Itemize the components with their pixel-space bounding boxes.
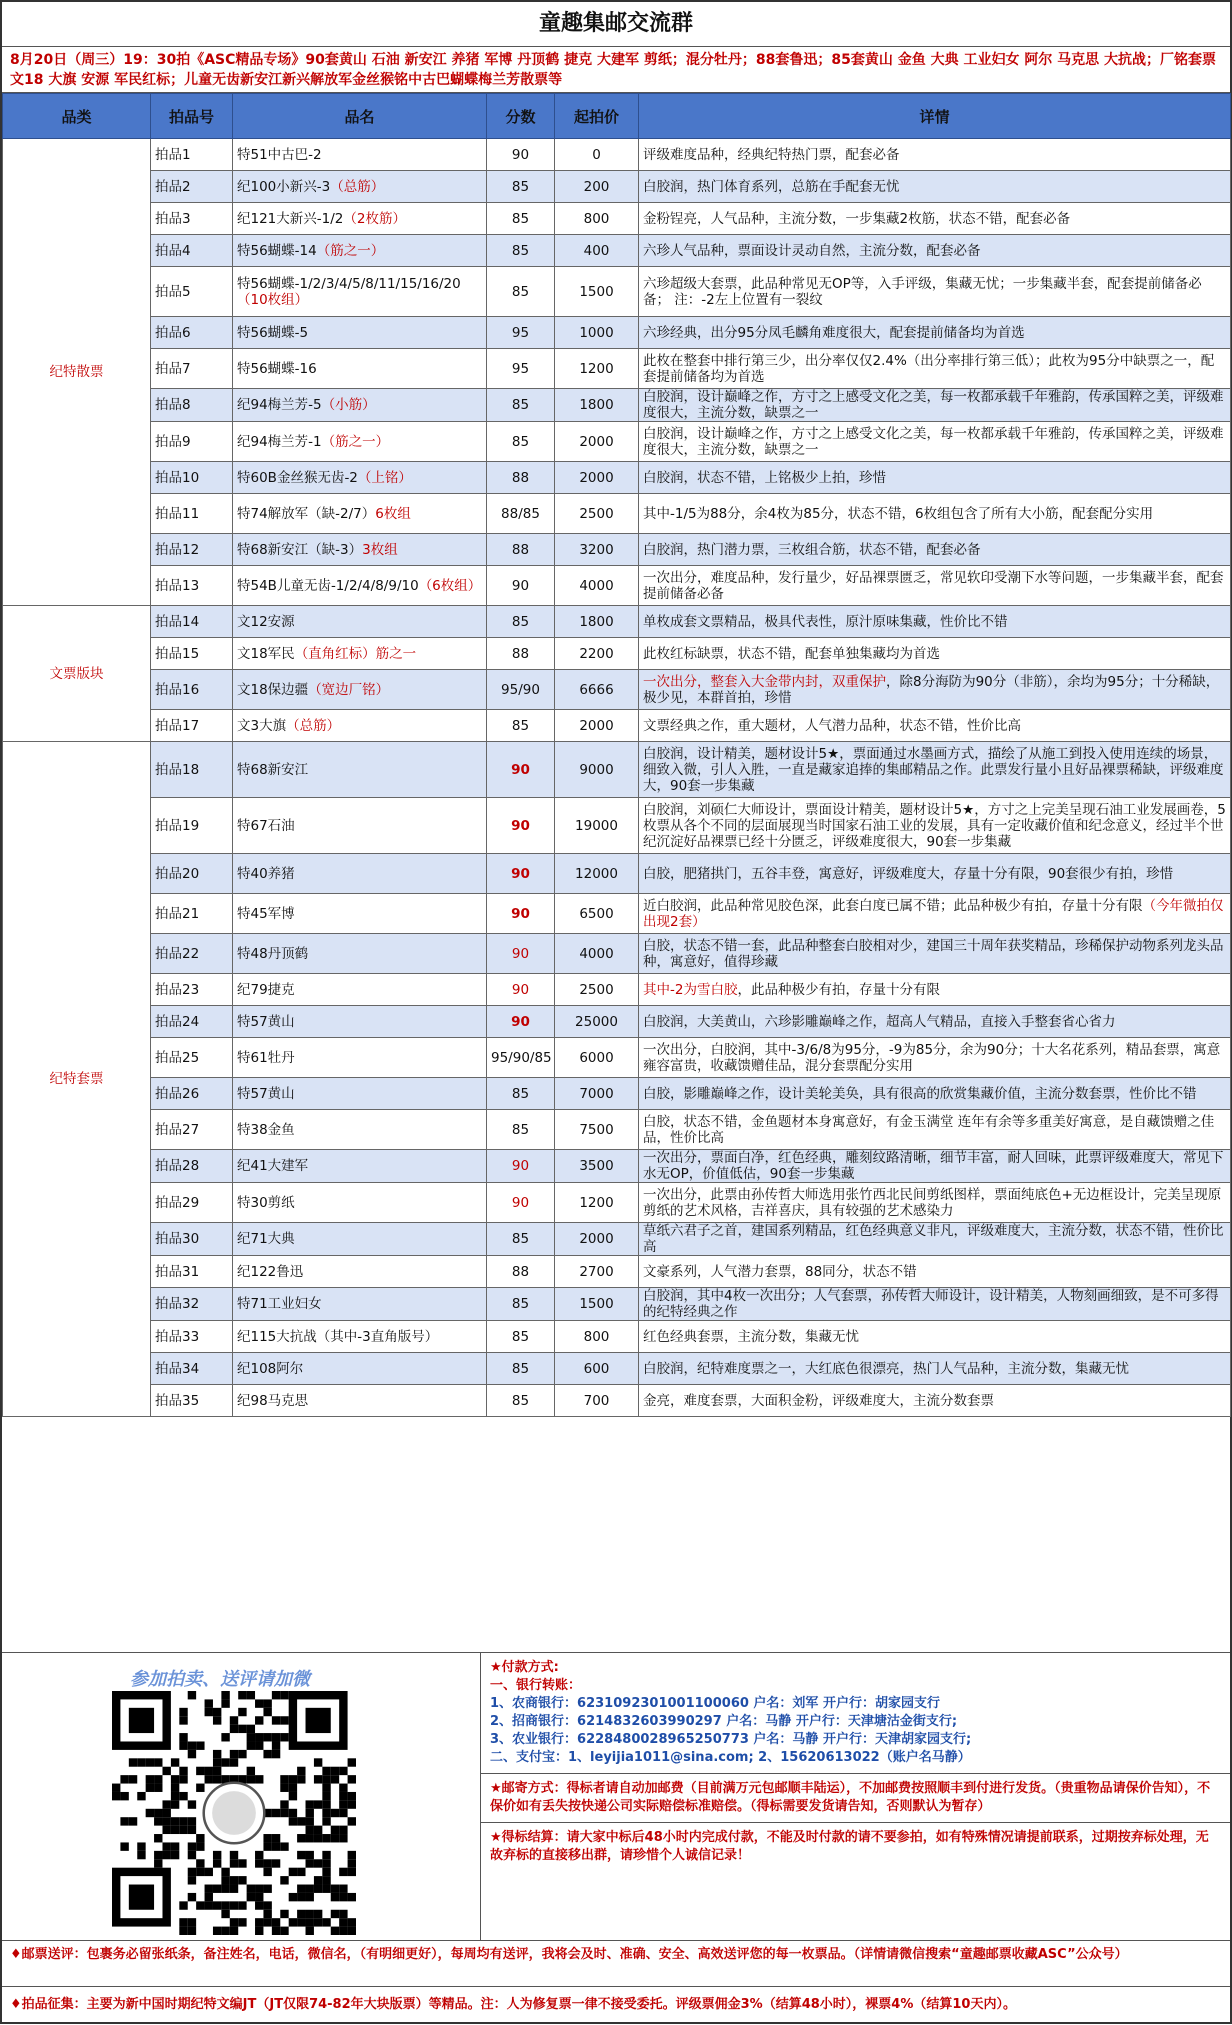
lot-detail: 白胶润，热门潜力票，三枚组合筋，状态不错，配套必备 <box>639 534 1231 566</box>
lot-detail: 其中-1/5为88分，余4枚为85分，状态不错，6枚组包含了所有大小筋，配套配分实用 <box>639 494 1231 534</box>
lot-number: 拍品9 <box>151 422 233 462</box>
lot-detail: 白胶润，状态不错，上铭极少上拍，珍惜 <box>639 462 1231 494</box>
lot-score: 88 <box>487 1256 555 1288</box>
table-row <box>3 974 1231 1006</box>
table-row <box>3 349 1231 389</box>
lot-detail: 金粉锃亮，人气品种，主流分数，一步集藏2枚筋，状态不错，配套必备 <box>639 203 1231 235</box>
lot-number: 拍品2 <box>151 171 233 203</box>
lot-name: 特45军博 <box>233 894 487 934</box>
lot-name-note: （筋之一） <box>321 433 390 450</box>
table-row <box>3 494 1231 534</box>
lot-detail: 一次出分，此票由孙传哲大师选用张竹西北民间剪纸图样，票面纯底色+无边框设计，完美呈现原剪纸的艺术风格，吉祥喜庆，具有较强的艺术感染力 <box>639 1183 1231 1223</box>
lot-detail: 白胶，肥猪拱门，五谷丰登，寓意好，评级难度大，存量十分有限，90套很少有拍，珍惜 <box>639 854 1231 894</box>
table-row <box>3 1150 1231 1183</box>
table-row <box>3 566 1231 606</box>
lot-name: 特57黄山 <box>233 1078 487 1110</box>
lot-number: 拍品5 <box>151 267 233 317</box>
table-row <box>3 139 1231 171</box>
lot-number: 拍品17 <box>151 710 233 742</box>
lot-score: 90 <box>487 742 555 798</box>
lot-start-price: 7500 <box>555 1110 639 1150</box>
lot-start-price: 200 <box>555 171 639 203</box>
lot-number: 拍品30 <box>151 1223 233 1256</box>
lot-detail: 白胶润，其中4枚一次出分；人气套票，孙传哲大师设计，设计精美，人物刻画细致，是不可多得的纪特经典之作 <box>639 1288 1231 1321</box>
lot-score: 85 <box>487 1353 555 1385</box>
wechat-qr-code[interactable] <box>112 1691 356 1935</box>
lot-name: 特68新安江 <box>233 742 487 798</box>
lot-number: 拍品8 <box>151 389 233 422</box>
bank-account-2: 2、招商银行：6214832603990297 户名：马静 开户行：天津塘沽金街支行; <box>490 1714 958 1729</box>
lot-number: 拍品24 <box>151 1006 233 1038</box>
table-row <box>3 854 1231 894</box>
mail-terms: ★邮寄方式：得标者请自动加邮费（目前满万元包邮顺丰陆运），不加邮费按照顺丰到付进行发货。（贵重物品请保价告知），不保价如有丢失按快递公司实际赔偿标准赔偿。（得标需要发货请告知，否则默认为暂存） <box>490 1781 1211 1814</box>
lot-score: 85 <box>487 710 555 742</box>
lot-score: 85 <box>487 606 555 638</box>
lot-name: 特57黄山 <box>233 1006 487 1038</box>
lot-detail: 六珍人气品种，票面设计灵动自然，主流分数，配套必备 <box>639 235 1231 267</box>
lot-start-price: 6000 <box>555 1038 639 1078</box>
lot-number: 拍品16 <box>151 670 233 710</box>
lot-name-note: （筋之一） <box>316 242 385 259</box>
lot-name-note: （2枚筋） <box>343 210 406 227</box>
lot-name-note: （6枚组） <box>418 577 482 594</box>
consignment-note: ♦拍品征集：主要为新中国时期纪特文编JT（JT仅限74-82年大块版票）等精品。注：人为修复票一律不接受委托。评级票佣金3%（结算48小时），裸票4%（结算10天内）。 <box>10 1997 1016 2012</box>
lot-number: 拍品25 <box>151 1038 233 1078</box>
table-header-row <box>3 94 1231 139</box>
lot-start-price: 1200 <box>555 349 639 389</box>
lot-detail: 红色经典套票，主流分数，集藏无忧 <box>639 1321 1231 1353</box>
lot-name: 特71工业妇女 <box>233 1288 487 1321</box>
qr-panel <box>2 1653 481 1941</box>
table-row <box>3 606 1231 638</box>
bank-account-3: 3、农业银行：6228480028965250773 户名：马静 开户行：天津胡家园支行; <box>490 1732 972 1747</box>
lot-number: 拍品34 <box>151 1353 233 1385</box>
lot-start-price: 3200 <box>555 534 639 566</box>
divider <box>480 1773 1230 1774</box>
table-row <box>3 171 1231 203</box>
lot-score: 88 <box>487 638 555 670</box>
lots-table <box>2 93 1231 1417</box>
lot-detail: 白胶润，大美黄山，六珍影雕巅峰之作，超高人气精品，直接入手整套省心省力 <box>639 1006 1231 1038</box>
table-row <box>3 670 1231 710</box>
lot-score: 85 <box>487 389 555 422</box>
lot-detail: 一次出分，整套入大金带内封，双重保护，除8分海防为90分（非筋），余均为95分；十分稀缺，极少见，本群首拍，珍惜 <box>639 670 1231 710</box>
category-cell: 文票版块 <box>3 606 151 742</box>
lot-score: 90 <box>487 854 555 894</box>
lot-detail: 一次出分，白胶润，其中-3/6/8为95分，-9为85分，余为90分；十大名花系列，精品套票，寓意雍容富贵，收藏馈赠佳品，混分套票配分实用 <box>639 1038 1231 1078</box>
table-row <box>3 422 1231 462</box>
lot-score: 85 <box>487 1321 555 1353</box>
lot-start-price: 2500 <box>555 494 639 534</box>
table-row <box>3 317 1231 349</box>
lot-score: 95/90/85 <box>487 1038 555 1078</box>
lot-name-note: （小筋） <box>321 397 376 413</box>
lot-score: 85 <box>487 1223 555 1256</box>
lot-number: 拍品19 <box>151 798 233 854</box>
lot-detail: 白胶，状态不错，金鱼题材本身寓意好，有金玉满堂 连年有余等多重美好寓意，是自藏馈赠之佳品，性价比高 <box>639 1110 1231 1150</box>
lot-name: 纪71大典 <box>233 1223 487 1256</box>
lot-name-note: （总筋） <box>286 717 341 734</box>
lot-start-price: 25000 <box>555 1006 639 1038</box>
lot-start-price: 2000 <box>555 422 639 462</box>
lot-name: 纪94梅兰芳-1（筋之一） <box>233 422 487 462</box>
lot-score: 90 <box>487 1006 555 1038</box>
col-header-lot: 拍品号 <box>151 94 233 139</box>
lot-score: 95 <box>487 349 555 389</box>
lot-detail: 近白胶润，此品种常见胶色深，此套白度已属不错；此品种极少有拍，存量十分有限（今年微拍仅出现2套） <box>639 894 1231 934</box>
lot-detail: 六珍经典，出分95分凤毛麟角难度很大，配套提前储备均为首选 <box>639 317 1231 349</box>
lot-score: 85 <box>487 1385 555 1417</box>
divider <box>480 1822 1230 1823</box>
lot-score: 85 <box>487 1110 555 1150</box>
lot-start-price: 1500 <box>555 1288 639 1321</box>
bank-header: 一、银行转账： <box>490 1678 582 1693</box>
lot-name: 特56蝴蝶-14（筋之一） <box>233 235 487 267</box>
lot-number: 拍品10 <box>151 462 233 494</box>
lot-number: 拍品35 <box>151 1385 233 1417</box>
lot-name: 纪115大抗战（其中-3直角版号） <box>233 1321 487 1353</box>
lot-score: 88/85 <box>487 494 555 534</box>
table-row <box>3 1110 1231 1150</box>
lot-number: 拍品12 <box>151 534 233 566</box>
lot-start-price: 4000 <box>555 934 639 974</box>
lot-start-price: 2000 <box>555 710 639 742</box>
table-row <box>3 1321 1231 1353</box>
category-cell: 纪特套票 <box>3 742 151 1417</box>
lot-number: 拍品33 <box>151 1321 233 1353</box>
lot-number: 拍品23 <box>151 974 233 1006</box>
table-row <box>3 1038 1231 1078</box>
page-title: 童趣集邮交流群 <box>2 2 1230 47</box>
lot-start-price: 800 <box>555 1321 639 1353</box>
lot-number: 拍品20 <box>151 854 233 894</box>
table-row <box>3 1183 1231 1223</box>
lot-detail: 金亮，难度套票，大面积金粉，评级难度大，主流分数套票 <box>639 1385 1231 1417</box>
lot-start-price: 6666 <box>555 670 639 710</box>
detail-highlight: （今年微拍仅出现2套） <box>643 897 1224 930</box>
table-row <box>3 742 1231 798</box>
table-row <box>3 934 1231 974</box>
lot-detail: 草纸六君子之首，建国系列精品，红色经典意义非凡，评级难度大，主流分数，状态不错，性价比高 <box>639 1223 1231 1256</box>
lot-number: 拍品7 <box>151 349 233 389</box>
table-row <box>3 1256 1231 1288</box>
lot-name: 文18保边疆（宽边厂铭） <box>233 670 487 710</box>
lot-detail: 单枚成套文票精品，极具代表性，原汁原味集藏，性价比不错 <box>639 606 1231 638</box>
lot-start-price: 9000 <box>555 742 639 798</box>
detail-highlight: 其中-2为雪白胶 <box>643 981 738 998</box>
lot-start-price: 1500 <box>555 267 639 317</box>
lot-name-note: （上铭） <box>357 469 412 486</box>
lot-start-price: 19000 <box>555 798 639 854</box>
qr-caption: 参加拍卖、送评请加微 <box>130 1669 310 1690</box>
lot-score: 90 <box>487 934 555 974</box>
table-row <box>3 1078 1231 1110</box>
lot-start-price: 2500 <box>555 974 639 1006</box>
lot-start-price: 1800 <box>555 389 639 422</box>
lot-score: 90 <box>487 974 555 1006</box>
lot-name: 文12安源 <box>233 606 487 638</box>
appraisal-note: ♦邮票送评：包裹务必留张纸条，备注姓名，电话，微信名，（有明细更好），每周均有送评，我将会及时、准确、安全、高效送评您的每一枚票品。（详情请微信搜索“童趣邮票收藏ASC”公众号） <box>2 1941 1230 1987</box>
lot-name-note: （总筋） <box>330 178 385 195</box>
table-row <box>3 389 1231 422</box>
table-row <box>3 710 1231 742</box>
lot-name: 特67石油 <box>233 798 487 854</box>
lot-score: 90 <box>487 1150 555 1183</box>
lot-start-price: 3500 <box>555 1150 639 1183</box>
lot-start-price: 2000 <box>555 1223 639 1256</box>
payment-title: ★付款方式: <box>490 1660 559 1675</box>
lot-score: 90 <box>487 566 555 606</box>
lot-name: 特61牡丹 <box>233 1038 487 1078</box>
table-row <box>3 1288 1231 1321</box>
lot-number: 拍品3 <box>151 203 233 235</box>
auction-subtitle: 8月20日（周三）19：30拍《ASC精品专场》90套黄山 石油 新安江 养猪 军博 丹顶鹤 捷克 大建军 剪纸；混分牡丹；88套鲁迅；85套黄山 金鱼 大典 工业妇女 阿尔 马克思 大抗战；厂铭套票文18 大旗 安源 军民红标；儿童无齿新安江新兴解放军金丝猴铭中古巴蝴蝶梅兰芳散票等 <box>2 47 1230 93</box>
lot-score: 88 <box>487 462 555 494</box>
lot-detail: 白胶润，纪特难度票之一，大红底色很漂亮，热门人气品种，主流分数，集藏无忧 <box>639 1353 1231 1385</box>
lot-name-note: （宽边厂铭） <box>308 681 390 698</box>
col-header-name: 品名 <box>233 94 487 139</box>
col-header-score: 分数 <box>487 94 555 139</box>
lot-name: 纪121大新兴-1/2（2枚筋） <box>233 203 487 235</box>
table-row <box>3 235 1231 267</box>
lot-name: 纪98马克思 <box>233 1385 487 1417</box>
lot-detail: 白胶润，设计巅峰之作，方寸之上感受文化之美，每一枚都承载千年雅韵，传承国粹之美，评级难度很大，主流分数，缺票之一 <box>639 389 1231 422</box>
lot-start-price: 2700 <box>555 1256 639 1288</box>
table-row <box>3 1385 1231 1417</box>
lot-start-price: 0 <box>555 139 639 171</box>
table-row <box>3 267 1231 317</box>
lot-name-note: 3枚组 <box>362 541 398 558</box>
category-cell: 纪特散票 <box>3 139 151 606</box>
col-header-category: 品类 <box>3 94 151 139</box>
lot-number: 拍品13 <box>151 566 233 606</box>
lot-start-price: 1000 <box>555 317 639 349</box>
lot-name: 特40养猪 <box>233 854 487 894</box>
lot-score: 85 <box>487 171 555 203</box>
bank-account-1: 1、农商银行：6231092301001100060 户名：刘军 开户行：胡家园支行 <box>490 1696 940 1711</box>
lot-detail: 白胶，状态不错一套，此品种整套白胶相对少，建国三十周年获奖精品，珍稀保护动物系列龙头品种，寓意好，值得珍藏 <box>639 934 1231 974</box>
lot-name: 纪100小新兴-3（总筋） <box>233 171 487 203</box>
lot-name: 文18军民（直角红标）筋之一 <box>233 638 487 670</box>
lot-start-price: 6500 <box>555 894 639 934</box>
lot-detail: 评级难度品种，经典纪特热门票，配套必备 <box>639 139 1231 171</box>
payment-info <box>480 1653 1230 1941</box>
lot-name: 特56蝴蝶-16 <box>233 349 487 389</box>
lot-name: 特56蝴蝶-1/2/3/4/5/8/11/15/16/20（10枚组） <box>233 267 487 317</box>
lot-detail: 白胶润，热门体育系列，总筋在手配套无忧 <box>639 171 1231 203</box>
lot-number: 拍品22 <box>151 934 233 974</box>
lot-name: 特48丹顶鹤 <box>233 934 487 974</box>
lot-number: 拍品18 <box>151 742 233 798</box>
lot-name: 文3大旗（总筋） <box>233 710 487 742</box>
lot-number: 拍品28 <box>151 1150 233 1183</box>
lot-number: 拍品1 <box>151 139 233 171</box>
table-row <box>3 462 1231 494</box>
lot-number: 拍品29 <box>151 1183 233 1223</box>
lot-name: 纪94梅兰芳-5（小筋） <box>233 389 487 422</box>
table-row <box>3 1353 1231 1385</box>
col-header-detail: 详情 <box>639 94 1231 139</box>
lot-number: 拍品26 <box>151 1078 233 1110</box>
lot-start-price: 2200 <box>555 638 639 670</box>
lot-score: 90 <box>487 1183 555 1223</box>
lot-name: 特68新安江（缺-3）3枚组 <box>233 534 487 566</box>
lot-number: 拍品4 <box>151 235 233 267</box>
lot-name: 纪79捷克 <box>233 974 487 1006</box>
lot-score: 95/90 <box>487 670 555 710</box>
lot-start-price: 12000 <box>555 854 639 894</box>
lot-number: 拍品11 <box>151 494 233 534</box>
table-row <box>3 798 1231 854</box>
lot-score: 85 <box>487 267 555 317</box>
lot-score: 85 <box>487 203 555 235</box>
lot-detail: 一次出分，难度品种，发行量少，好品裸票匮乏，常见软印受潮下水等问题，一步集藏半套，配套提前储备必备 <box>639 566 1231 606</box>
table-row <box>3 534 1231 566</box>
lot-score: 85 <box>487 1288 555 1321</box>
lot-name-note: （10枚组） <box>237 291 309 308</box>
lot-score: 90 <box>487 798 555 854</box>
col-header-price: 起拍价 <box>555 94 639 139</box>
lot-name: 特60B金丝猴无齿-2（上铭） <box>233 462 487 494</box>
lot-number: 拍品15 <box>151 638 233 670</box>
lot-start-price: 4000 <box>555 566 639 606</box>
lot-start-price: 800 <box>555 203 639 235</box>
lot-detail: 白胶润，设计巅峰之作，方寸之上感受文化之美，每一枚都承载千年雅韵，传承国粹之美，评级难度很大，主流分数，缺票之一 <box>639 422 1231 462</box>
lot-score: 85 <box>487 422 555 462</box>
table-row <box>3 203 1231 235</box>
lot-start-price: 2000 <box>555 462 639 494</box>
lot-number: 拍品32 <box>151 1288 233 1321</box>
lot-number: 拍品14 <box>151 606 233 638</box>
lot-name: 纪41大建军 <box>233 1150 487 1183</box>
lot-name: 纪122鲁迅 <box>233 1256 487 1288</box>
lot-name: 纪108阿尔 <box>233 1353 487 1385</box>
lot-start-price: 1200 <box>555 1183 639 1223</box>
lot-detail: 白胶，影雕巅峰之作，设计美轮美奂，具有很高的欣赏集藏价值，主流分数套票，性价比不错 <box>639 1078 1231 1110</box>
lot-name-note: （直角红标）筋之一 <box>294 645 417 662</box>
info-section <box>2 1652 1230 1941</box>
lot-name: 特74解放军（缺-2/7）6枚组 <box>233 494 487 534</box>
table-row <box>3 894 1231 934</box>
lot-detail: 一次出分，票面白净，红色经典，雕刻纹路清晰，细节丰富，耐人回味，此票评级难度大，常见下水无OP，价值低估，90套一步集藏 <box>639 1150 1231 1183</box>
lot-start-price: 400 <box>555 235 639 267</box>
lot-name: 特56蝴蝶-5 <box>233 317 487 349</box>
notes-section <box>2 1940 1230 2025</box>
lot-number: 拍品6 <box>151 317 233 349</box>
alipay-account: 二、支付宝：1、leyijia1011@sina.com; 2、15620613022（账户名马静） <box>490 1750 971 1765</box>
table-row <box>3 1006 1231 1038</box>
lot-name: 特51中古巴-2 <box>233 139 487 171</box>
lot-detail: 白胶润，刘硕仁大师设计，票面设计精美，题材设计5★，方寸之上完美呈现石油工业发展画卷，5枚票从各个不同的层面展现当时国家石油工业的发展，具有一定收藏价值和纪念意义，经过半个世纪沉淀好品裸票已经十分匮乏，评级难度很大，90套一步集藏 <box>639 798 1231 854</box>
lot-detail: 此枚在整套中排行第三少，出分率仅仅2.4%（出分率排行第三低）；此枚为95分中缺票之一，配套提前储备均为首选 <box>639 349 1231 389</box>
lot-score: 88 <box>487 534 555 566</box>
lot-name: 特30剪纸 <box>233 1183 487 1223</box>
lot-detail: 文票经典之作，重大题材，人气潜力品种，状态不错，性价比高 <box>639 710 1231 742</box>
lot-name: 特38金鱼 <box>233 1110 487 1150</box>
lot-start-price: 1800 <box>555 606 639 638</box>
lot-number: 拍品21 <box>151 894 233 934</box>
table-row <box>3 1223 1231 1256</box>
lot-number: 拍品27 <box>151 1110 233 1150</box>
lot-detail: 白胶润，设计精美，题材设计5★，票面通过水墨画方式，描绘了从施工到投入使用连续的场景，细致入微，引人入胜，一直是藏家追捧的集邮精品之作。此票发行量小且好品裸票稀缺，评级难度大，90套一步集藏 <box>639 742 1231 798</box>
table-body <box>3 139 1231 1417</box>
lot-score: 85 <box>487 1078 555 1110</box>
detail-highlight: 一次出分，整套入大金带内封，双重保护 <box>643 673 886 690</box>
table-row <box>3 638 1231 670</box>
lot-start-price: 600 <box>555 1353 639 1385</box>
lot-score: 90 <box>487 894 555 934</box>
lot-detail: 其中-2为雪白胶，此品种极少有拍，存量十分有限 <box>639 974 1231 1006</box>
lot-name: 特54B儿童无齿-1/2/4/8/9/10（6枚组） <box>233 566 487 606</box>
lot-score: 85 <box>487 235 555 267</box>
lot-detail: 此枚红标缺票，状态不错，配套单独集藏均为首选 <box>639 638 1231 670</box>
lot-name-note: 6枚组 <box>375 505 411 522</box>
lot-number: 拍品31 <box>151 1256 233 1288</box>
lot-start-price: 7000 <box>555 1078 639 1110</box>
lot-score: 95 <box>487 317 555 349</box>
lot-score: 90 <box>487 139 555 171</box>
lot-start-price: 700 <box>555 1385 639 1417</box>
lot-detail: 六珍超级大套票，此品种常见无OP等，入手评级，集藏无忧；一步集藏半套，配套提前储备必备； 注：-2左上位置有一裂纹 <box>639 267 1231 317</box>
lot-detail: 文豪系列，人气潜力套票，88同分，状态不错 <box>639 1256 1231 1288</box>
settlement-terms: ★得标结算：请大家中标后48小时内完成付款，不能及时付款的请不要参拍，如有特殊情况请提前联系，过期按弃标处理，无故弃标的直接移出群，请珍惜个人诚信记录！ <box>490 1830 1209 1863</box>
